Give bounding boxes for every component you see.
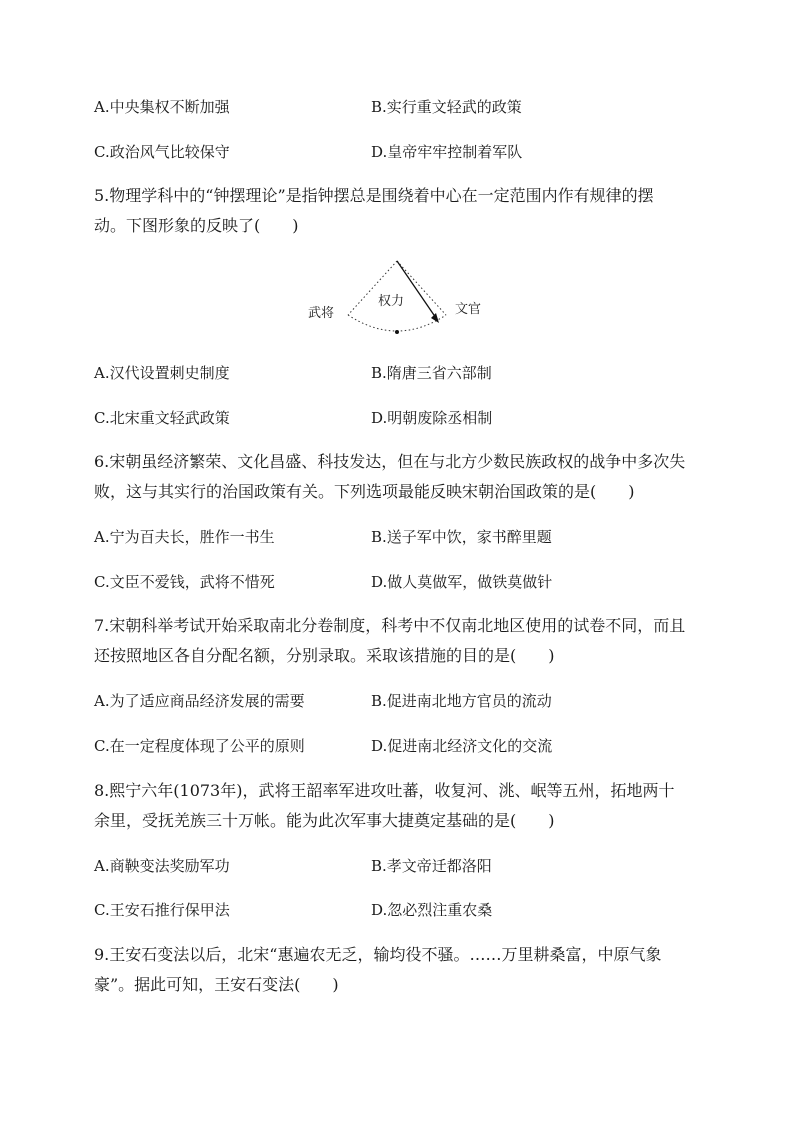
q8-option-d: D.忽必烈注重农桑: [371, 901, 493, 919]
q9-stem-line1: 9.王安石变法以后，北宋“惠遍农无乏，输均役不骚。……万里耕桑富，中原气象: [94, 945, 662, 964]
pendulum-arc-dotted: [348, 315, 446, 331]
q7-option-d: D.促进南北经济文化的交流: [371, 737, 553, 755]
q8-option-b: B.孝文帝迁都洛阳: [371, 857, 492, 875]
q6-option-c: C.文臣不爱钱，武将不惜死: [94, 573, 275, 591]
pendulum-center-dot: [395, 330, 399, 334]
q4-option-c: C.政治风气比较保守: [94, 143, 230, 161]
q6-stem-line2: 败，这与其实行的治国政策有关。下列选项最能反映宋朝治国政策的是( ): [94, 482, 635, 501]
diagram-center-label: 权力: [378, 294, 405, 309]
q4-option-d: D.皇帝牢牢控制着军队: [371, 143, 523, 161]
q7-option-c: C.在一定程度体现了公平的原则: [94, 737, 305, 755]
q5-option-c: C.北宋重文轻武政策: [94, 409, 230, 427]
q5-option-d: D.明朝废除丞相制: [371, 409, 493, 427]
q5-option-a: A.汉代设置刺史制度: [94, 364, 230, 382]
diagram-right-label: 文官: [455, 302, 482, 317]
q8-stem-line1: 8.熙宁六年(1073年)，武将王韶率军进攻吐蕃，收复河、洮、岷等五州，拓地两十: [94, 781, 675, 800]
q8-option-c: C.王安石推行保甲法: [94, 901, 230, 919]
pendulum-diagram: [300, 255, 500, 345]
q8-option-a: A.商鞅变法奖励军功: [94, 857, 230, 875]
q6-stem-line1: 6.宋朝虽经济繁荣、文化昌盛、科技发达，但在与北方少数民族政权的战争中多次失: [94, 452, 686, 471]
q6-option-b: B.送子军中饮，家书醉里题: [371, 528, 552, 546]
pendulum-right-dotted-line: [397, 261, 446, 315]
q7-option-a: A.为了适应商品经济发展的需要: [94, 692, 305, 710]
q5-stem-line2: 动。下图形象的反映了( ): [94, 216, 299, 235]
q6-option-a: A.宁为百夫长，胜作一书生: [94, 528, 275, 546]
q4-option-b: B.实行重文轻武的政策: [371, 98, 522, 116]
q7-option-b: B.促进南北地方官员的流动: [371, 692, 552, 710]
q7-stem-line2: 还按照地区各自分配名额，分别录取。采取该措施的目的是( ): [94, 646, 555, 665]
q5-option-b: B.隋唐三省六部制: [371, 364, 492, 382]
q6-option-d: D.做人莫做军，做铁莫做针: [371, 573, 553, 591]
pendulum-arrowhead: [431, 313, 439, 323]
q5-stem-line1: 5.物理学科中的“钟摆理论”是指钟摆总是围绕着中心在一定范围内作有规律的摆: [94, 186, 654, 205]
q8-stem-line2: 余里，受抚羌族三十万帐。能为此次军事大捷奠定基础的是( ): [94, 811, 555, 830]
q4-option-a: A.中央集权不断加强: [94, 98, 230, 116]
pendulum-arrow-line: [397, 261, 436, 318]
q9-stem-line2: 豪”。据此可知，王安石变法( ): [94, 975, 339, 994]
q7-stem-line1: 7.宋朝科举考试开始采取南北分卷制度，科考中不仅南北地区使用的试卷不同，而且: [94, 616, 686, 635]
diagram-left-label: 武将: [308, 306, 335, 321]
